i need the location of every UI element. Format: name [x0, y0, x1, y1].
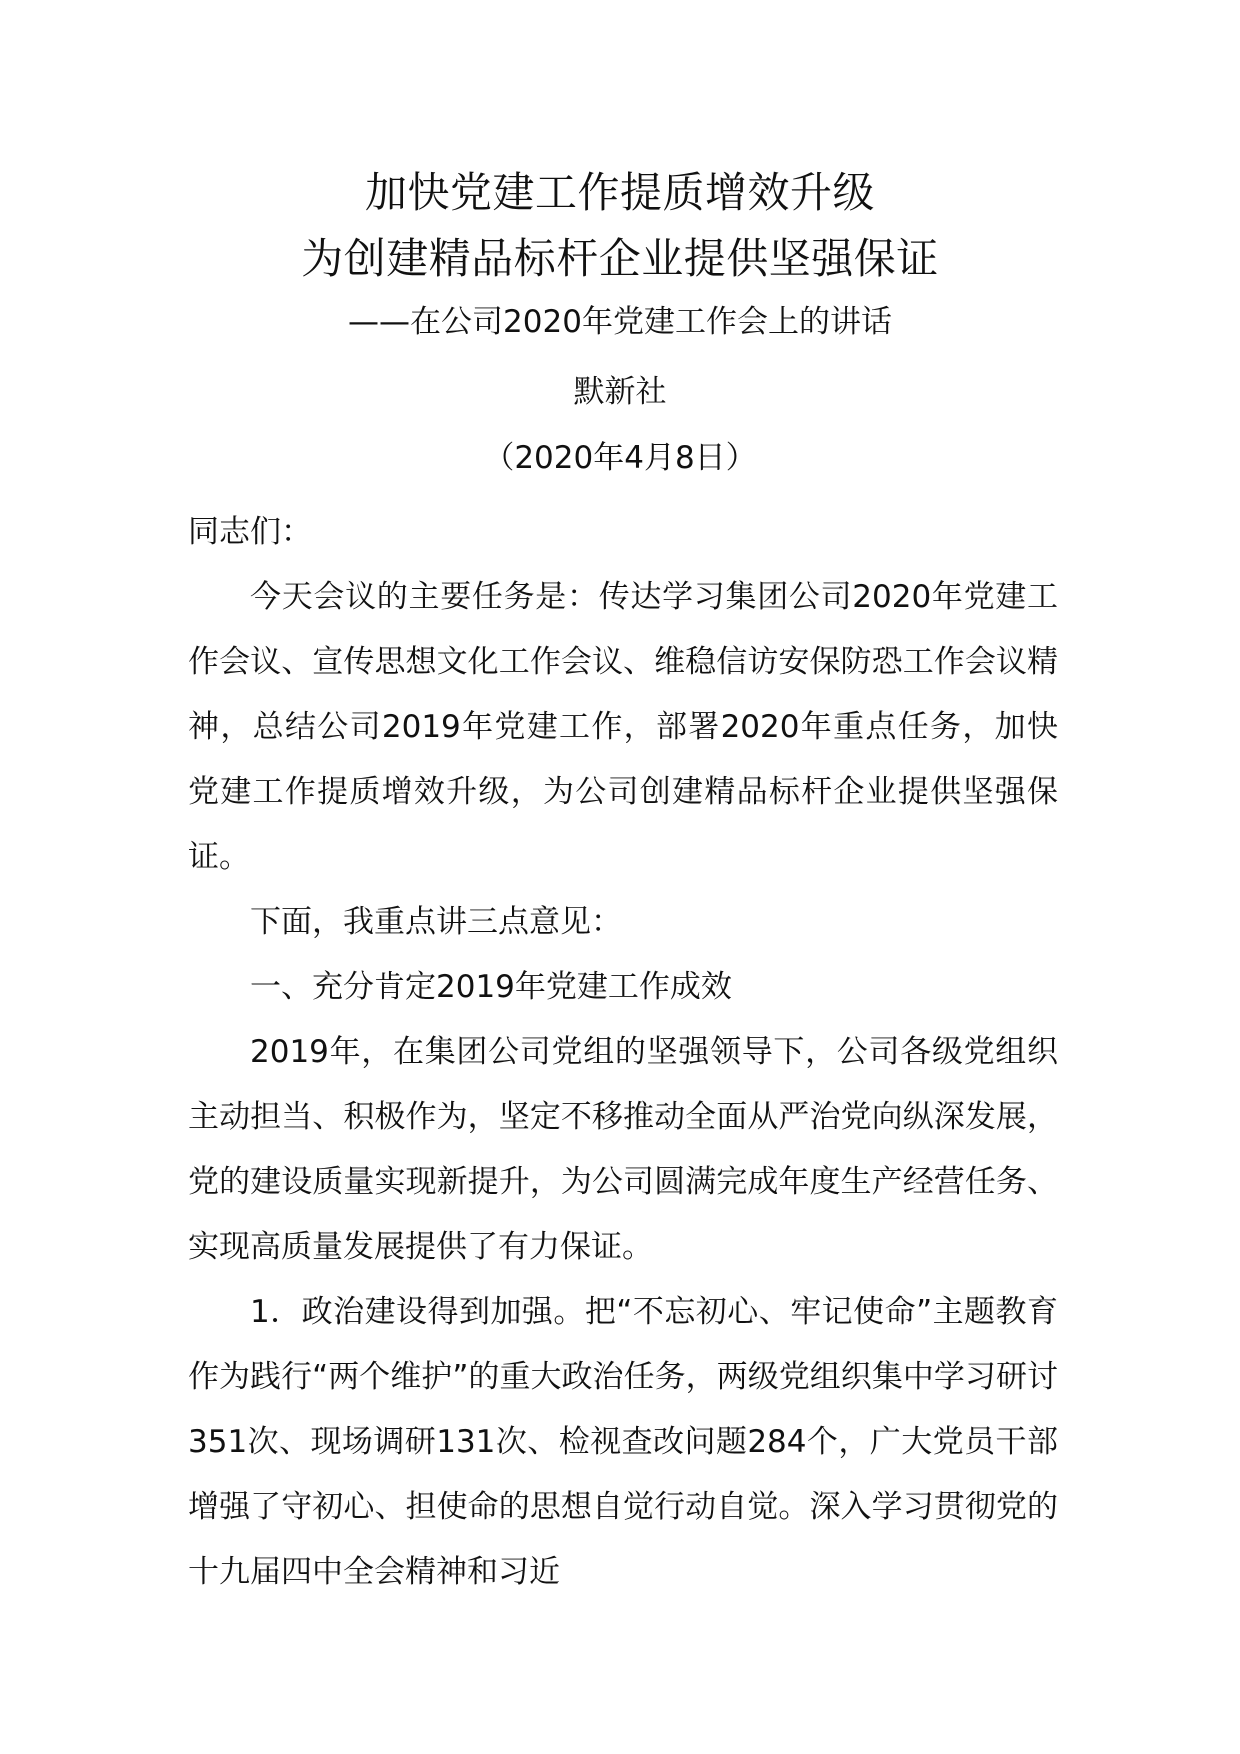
document-subtitle: ——在公司2020年党建工作会上的讲话: [348, 304, 892, 340]
paragraph-intro: 今天会议的主要任务是：传达学习集团公司2020年党建工作会议、宣传思想文化工作会议、维稳信访安保防恐工作会议精神，总结公司2019年党建工作，部署2020年重点任务，加快党建工作提质增效升级，为公司创建精品标杆企业提供坚强保证。: [188, 579, 1058, 875]
title-line-2: 为创建精品标杆企业提供坚强保证: [301, 234, 939, 283]
title-line-1: 加快党建工作提质增效升级: [364, 168, 875, 217]
document-body: [188, 500, 1058, 1605]
document-title: [0, 160, 1240, 292]
salutation: 同志们：: [188, 514, 312, 550]
paragraph-outline: 下面，我重点讲三点意见：: [250, 904, 622, 940]
section-heading-1: 一、充分肯定2019年党建工作成效: [250, 969, 732, 1005]
paragraph-political-building: 1．政治建设得到加强。把“不忘初心、牢记使命”主题教育作为践行“两个维护”的重大政治任务，两级党组织集中学习研讨351次、现场调研131次、检视查改问题284个，广大党员干部增强了守初心、担使命的思想自觉行动自觉。深入学习贯彻党的十九届四中全会精神和习近: [188, 1294, 1058, 1590]
document-author: 默新社: [573, 374, 667, 410]
paragraph-2019-summary: 2019年，在集团公司党组的坚强领导下，公司各级党组织主动担当、积极作为，坚定不移推动全面从严治党向纵深发展，党的建设质量实现新提升，为公司圆满完成年度生产经营任务、实现高质量发展提供了有力保证。: [188, 1034, 1058, 1265]
document-date: （2020年4月8日）: [483, 440, 757, 476]
